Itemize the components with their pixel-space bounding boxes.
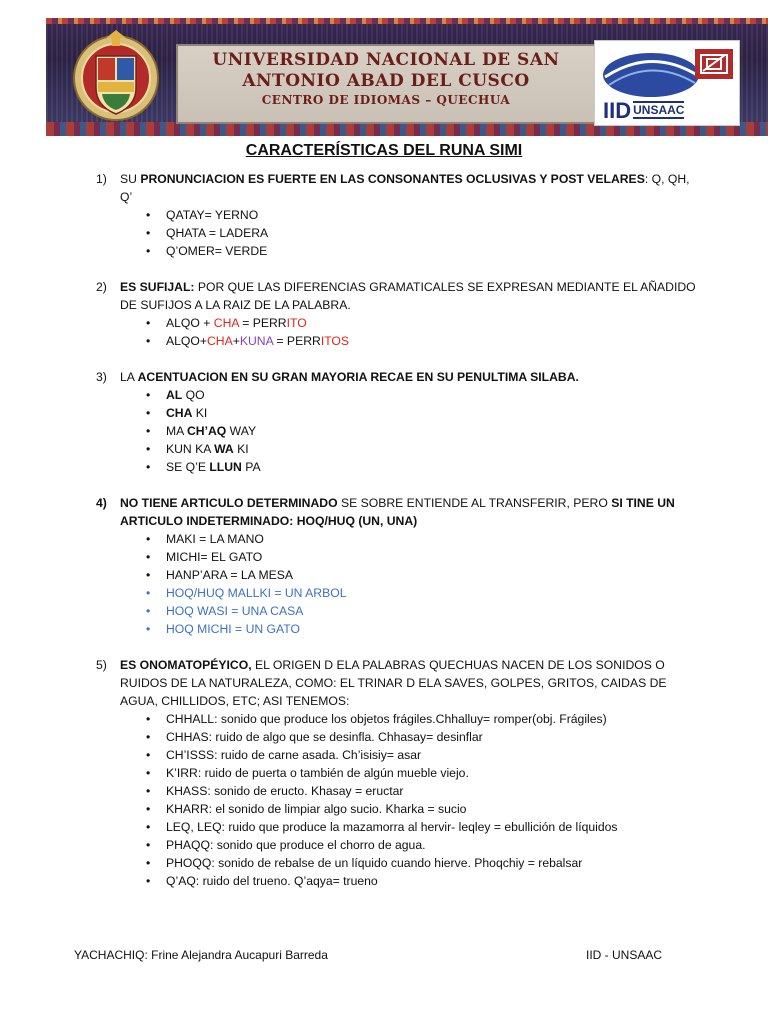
banner-top-stripe bbox=[46, 18, 768, 24]
list-item: • KUN KA WA KI bbox=[0, 440, 768, 458]
list-item: • PHAQQ: sonido que produce el chorro de agua. bbox=[0, 836, 768, 854]
list-item: • KHASS: sonido de eructo. Khasay = eructar bbox=[0, 782, 768, 800]
section-2-list bbox=[0, 314, 768, 350]
list-item: • HOQ MICHI = UN GATO bbox=[0, 620, 768, 638]
section-number: 3) bbox=[96, 370, 107, 384]
footer-institution: IID - UNSAAC bbox=[586, 948, 663, 962]
section-2 bbox=[0, 278, 768, 350]
section-1-heading bbox=[0, 170, 768, 206]
section-3-text-a: LA bbox=[120, 370, 138, 384]
section-1-text-b: PRONUNCIACION ES FUERTE EN LAS CONSONANTES OCLUSIVAS Y POST VELARES bbox=[140, 172, 645, 186]
iid-logo-icon bbox=[595, 41, 741, 101]
section-4-text-a: NO TIENE ARTICULO DETERMINADO bbox=[120, 496, 338, 510]
section-number: 4) bbox=[96, 496, 107, 510]
list-item: • ALQO + CHA = PERRITO bbox=[0, 314, 768, 332]
list-item: • MICHI= EL GATO bbox=[0, 548, 768, 566]
section-1-text-a: SU bbox=[120, 172, 141, 186]
list-item: • PHOQQ: sonido de rebalse de un líquido cuando hierve. Phoqchiy = rebalsar bbox=[0, 854, 768, 872]
list-item: • K’IRR: ruido de puerta o también de algún mueble viejo. bbox=[0, 764, 768, 782]
list-item: • HANP’ARA = LA MESA bbox=[0, 566, 768, 584]
section-number: 5) bbox=[96, 658, 107, 672]
section-4 bbox=[0, 494, 768, 638]
university-title-panel bbox=[176, 44, 596, 124]
list-item: • SE Q’E LLUN PA bbox=[0, 458, 768, 476]
section-4-text-b: SE SOBRE ENTIENDE AL TRANSFERIR, PERO bbox=[337, 496, 612, 510]
section-number: 2) bbox=[96, 280, 107, 294]
section-1-list bbox=[0, 206, 768, 260]
list-item: • KHARR: el sonido de limpiar algo sucio. Kharka = sucio bbox=[0, 800, 768, 818]
list-item: • AL QO bbox=[0, 386, 768, 404]
header-banner bbox=[46, 18, 768, 136]
list-item: • Q’AQ: ruido del trueno. Q’aqya= trueno bbox=[0, 872, 768, 890]
list-item: • CHHAS: ruido de algo que se desinfla. Chhasay= desinflar bbox=[0, 728, 768, 746]
section-2-text-b: POR QUE LAS DIFERENCIAS GRAMATICALES SE EXPRESAN MEDIANTE EL AÑADIDO DE SUFIJOS A LA RAIZ DE LA PALABRA. bbox=[120, 280, 696, 312]
document-title: CARACTERÍSTICAS DEL RUNA SIMI bbox=[245, 142, 523, 159]
section-5-list bbox=[0, 710, 768, 890]
iid-logo bbox=[594, 40, 740, 126]
list-item: • QHATA = LADERA bbox=[0, 224, 768, 242]
list-item: • CHA KI bbox=[0, 404, 768, 422]
section-2-text-a: ES SUFIJAL: bbox=[120, 280, 195, 294]
university-name-line1: UNIVERSIDAD NACIONAL DE SAN bbox=[212, 50, 560, 70]
section-1 bbox=[0, 170, 768, 260]
list-item: • HOQ WASI = UNA CASA bbox=[0, 602, 768, 620]
list-item: • CH’ISSS: ruido de carne asada. Ch’isisiy= asar bbox=[0, 746, 768, 764]
iid-logo-subtext: UNSAAC bbox=[633, 103, 685, 117]
section-4-text-c: SI TINE UN ARTICULO INDETERMINADO: HOQ/HUQ (UN, UNA) bbox=[120, 496, 675, 528]
list-item: • CHHALL: sonido que produce los objetos frágiles.Chhalluy= romper(obj. Frágiles) bbox=[0, 710, 768, 728]
list-item: • MAKI = LA MANO bbox=[0, 530, 768, 548]
language-center-name: CENTRO DE IDIOMAS – QUECHUA bbox=[261, 93, 511, 107]
list-item: • ALQO+CHA+KUNA = PERRITOS bbox=[0, 332, 768, 350]
section-5 bbox=[0, 656, 768, 890]
section-5-text-a: ES ONOMATOPÉYICO, bbox=[120, 658, 252, 672]
list-item: • QATAY= YERNO bbox=[0, 206, 768, 224]
section-3-text-b: ACENTUACION EN SU GRAN MAYORIA RECAE EN SU PENULTIMA SILABA. bbox=[137, 370, 579, 384]
section-4-heading bbox=[0, 494, 768, 530]
section-1-text-c: : Q, QH, Q’ bbox=[120, 172, 690, 204]
document-body bbox=[0, 170, 768, 908]
list-item: • LEQ, LEQ: ruido que produce la mazamorra al hervir- leqley = ebullición de líquidos bbox=[0, 818, 768, 836]
section-2-heading bbox=[0, 278, 768, 314]
university-name-line2: ANTONIO ABAD DEL CUSCO bbox=[242, 71, 530, 91]
iid-logo-text: IID UNSAAC bbox=[603, 98, 685, 123]
list-item: • HOQ/HUQ MALLKI = UN ARBOL bbox=[0, 584, 768, 602]
section-5-heading bbox=[0, 656, 768, 710]
section-3-heading bbox=[0, 368, 768, 386]
section-number: 1) bbox=[96, 172, 107, 186]
university-crest-icon bbox=[72, 30, 160, 128]
list-item: • MA CH’AQ WAY bbox=[0, 422, 768, 440]
list-item: • Q’OMER= VERDE bbox=[0, 242, 768, 260]
footer-author: YACHACHIQ: Frine Alejandra Aucapuri Barreda bbox=[74, 948, 328, 962]
section-4-list bbox=[0, 530, 768, 638]
section-3-list bbox=[0, 386, 768, 476]
section-3 bbox=[0, 368, 768, 476]
section-5-text-b: EL ORIGEN D ELA PALABRAS QUECHUAS NACEN DE LOS SONIDOS O RUIDOS DE LA NATURALEZA, COMO: EL TRINAR D ELA SAVES, GOLPES, GRITOS, CAIDAS DE AGUA, CHILLIDOS, ETC; ASI TENEMOS: bbox=[120, 658, 667, 708]
